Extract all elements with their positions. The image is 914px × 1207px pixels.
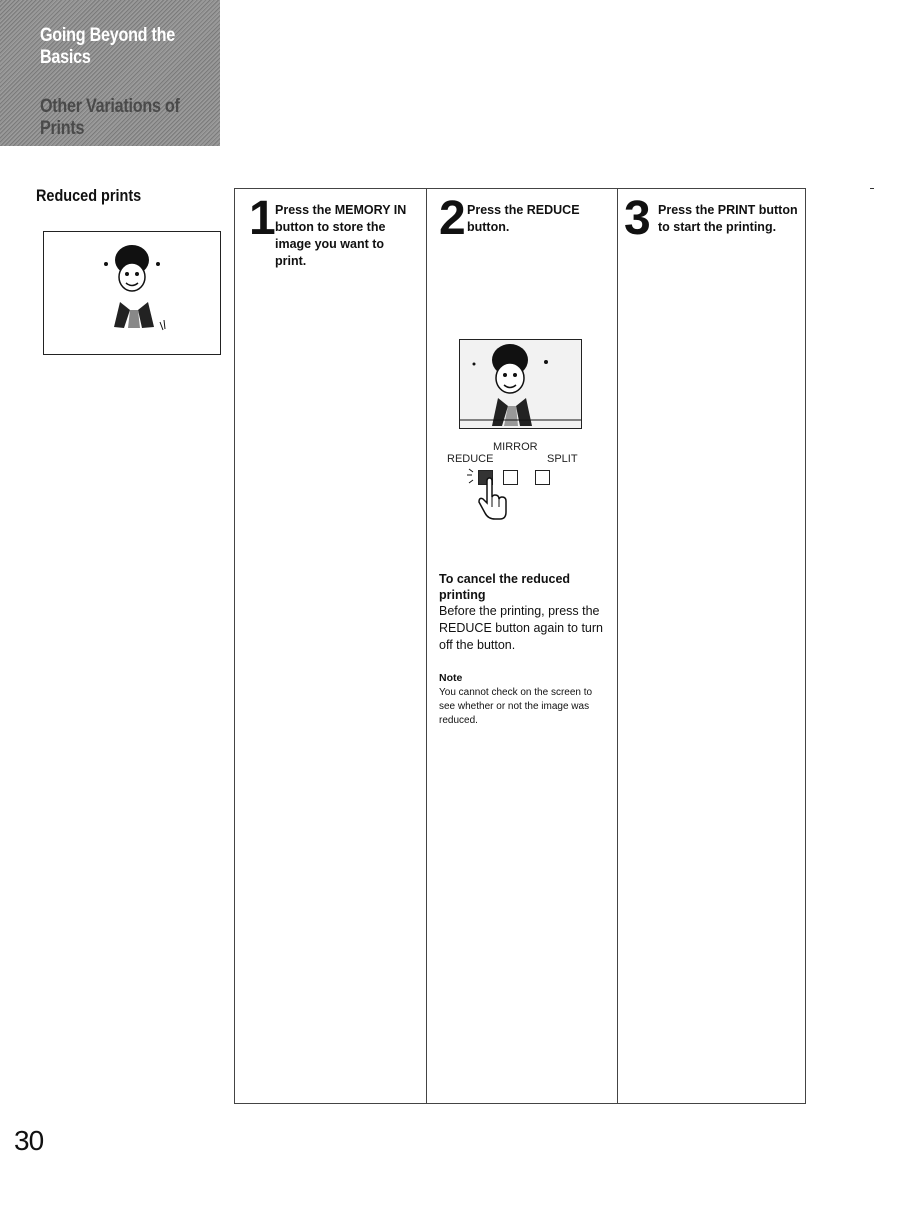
reduce-label: REDUCE bbox=[447, 453, 494, 465]
step-2-number: 2 bbox=[439, 192, 466, 245]
note-body: You cannot check on the screen to see whether or not the image was reduced. bbox=[439, 687, 593, 726]
step-3-text: Press the PRINT button to start the printing. bbox=[658, 203, 798, 234]
margin-mark bbox=[870, 188, 874, 189]
cancel-body: Before the printing, press the REDUCE button again to turn off the button. bbox=[439, 604, 603, 652]
step-1-column bbox=[235, 189, 426, 1103]
mirror-label: MIRROR bbox=[493, 441, 538, 453]
steps-table bbox=[234, 188, 806, 1104]
button-panel bbox=[443, 439, 603, 524]
section-subtitle: Other Variations of Prints bbox=[40, 96, 180, 139]
note-heading: Note bbox=[439, 672, 463, 684]
split-label: SPLIT bbox=[547, 453, 578, 465]
reduced-image-icon bbox=[460, 340, 581, 428]
child-portrait-icon bbox=[44, 232, 220, 354]
step-2-column bbox=[426, 189, 617, 1103]
reduced-print-illustration bbox=[43, 231, 221, 355]
page-number: 30 bbox=[14, 1125, 44, 1156]
cancel-heading: To cancel the reduced printing bbox=[439, 572, 571, 602]
press-indicator-icon bbox=[465, 463, 495, 493]
step-2-text: Press the REDUCE button. bbox=[467, 203, 580, 234]
chapter-banner bbox=[0, 0, 220, 146]
chapter-title: Going Beyond the Basics bbox=[40, 25, 175, 68]
step-1-number: 1 bbox=[249, 192, 276, 245]
step-3-column bbox=[617, 189, 806, 1103]
step-3-number: 3 bbox=[624, 192, 651, 245]
monitor-screen-illustration bbox=[459, 339, 582, 429]
step-1-text: Press the MEMORY IN button to store the image you want to print. bbox=[275, 203, 407, 268]
split-button[interactable] bbox=[535, 470, 550, 485]
section-heading: Reduced prints bbox=[36, 186, 142, 205]
